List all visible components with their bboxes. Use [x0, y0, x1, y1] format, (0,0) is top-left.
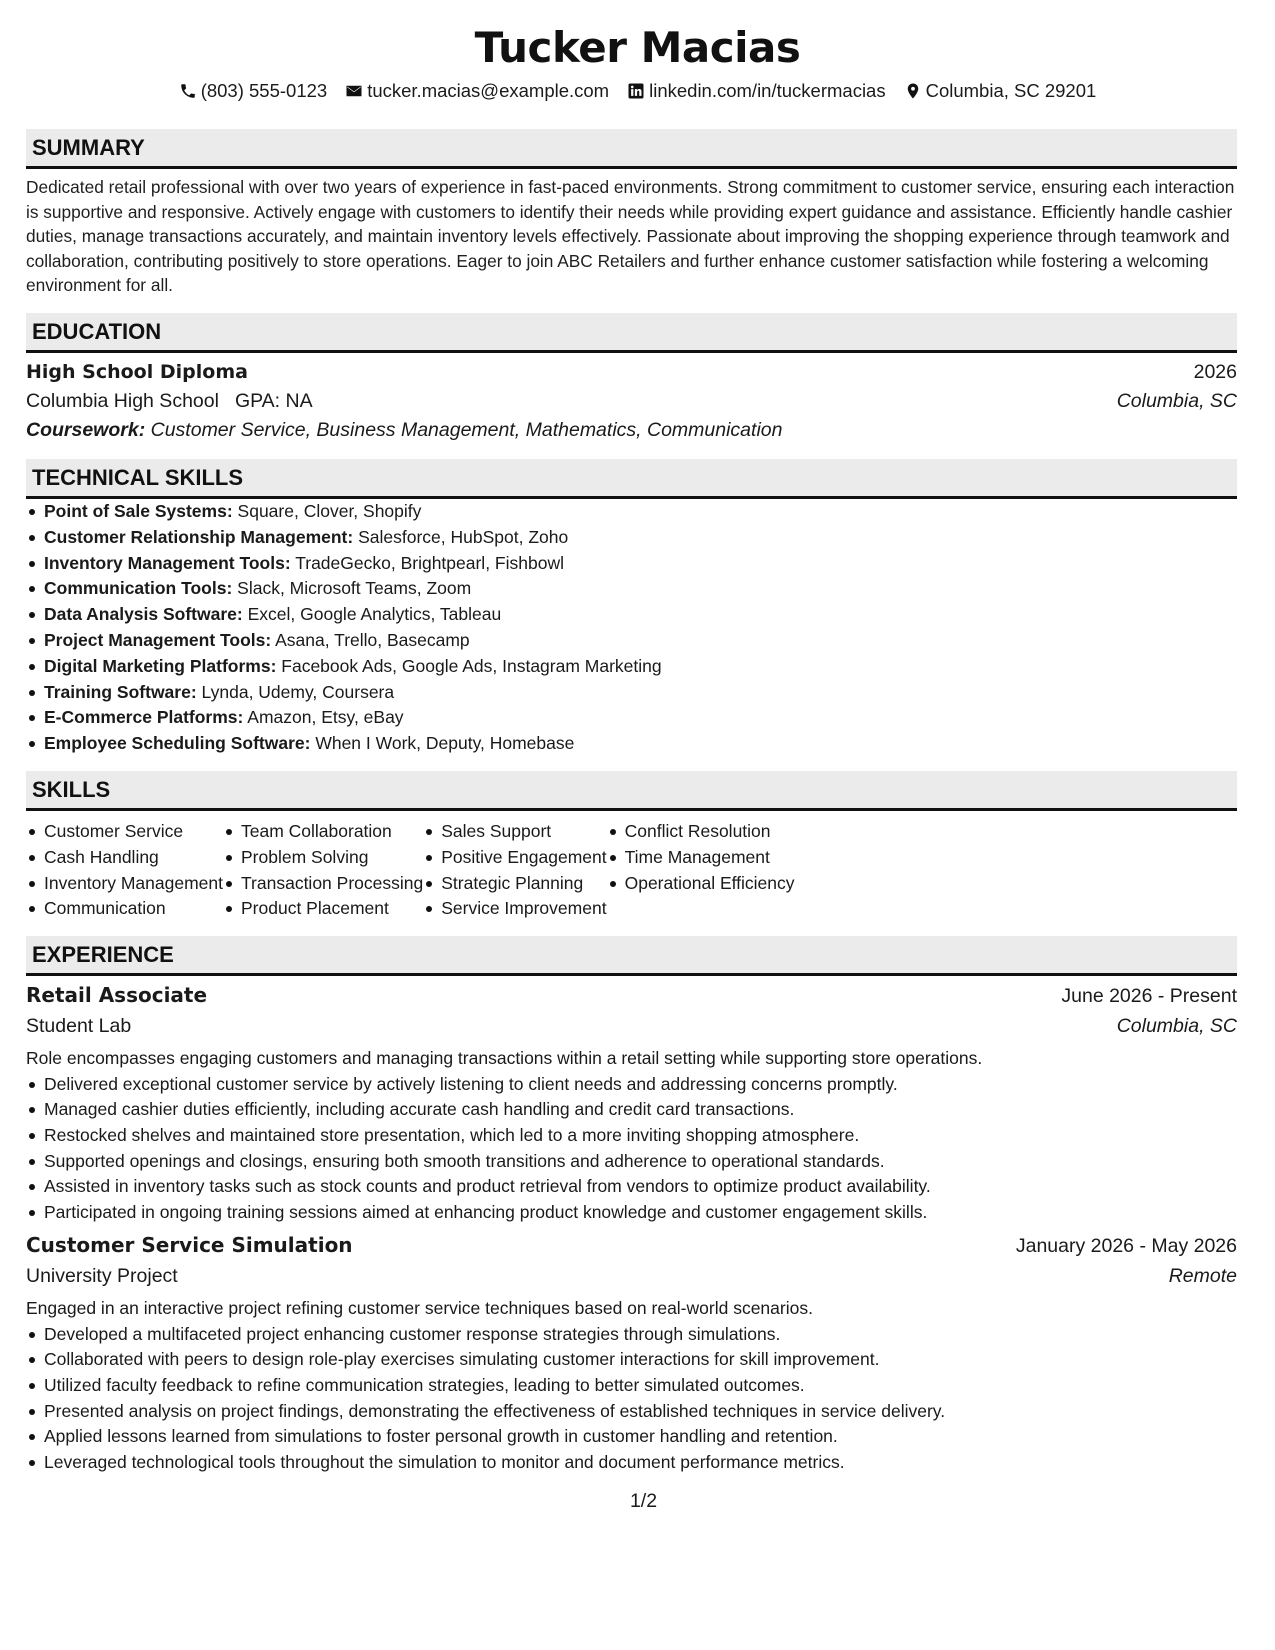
section-heading-experience: EXPERIENCE — [26, 936, 1237, 976]
contact-linkedin[interactable] — [627, 80, 885, 102]
skills-column — [26, 819, 223, 922]
section-heading-skills: SKILLS — [26, 771, 1237, 811]
job-dates: January 2026 - May 2026 — [1015, 1235, 1237, 1258]
coursework — [26, 419, 1237, 442]
list-item: Team Collaboration — [223, 819, 423, 845]
school-name: Columbia High School — [26, 389, 219, 412]
envelope-icon — [345, 82, 363, 100]
contact-bar — [38, 80, 1237, 102]
tech-skill-label: Customer Relationship Management: — [44, 526, 354, 547]
list-item: Developed a multifaceted project enhancing customer response strategies through simulations. — [26, 1322, 1237, 1348]
email-text: tucker.macias@example.com — [367, 80, 610, 101]
job-entry — [26, 1233, 1237, 1475]
map-marker-icon — [904, 82, 922, 100]
list-item: Cash Handling — [26, 845, 223, 871]
list-item: Time Management — [607, 845, 795, 871]
tech-skill-value: Salesforce, HubSpot, Zoho — [358, 526, 569, 547]
list-item — [26, 576, 1237, 602]
tech-skill-label: Data Analysis Software: — [44, 604, 243, 625]
job-subheader — [26, 1015, 1237, 1038]
school-location: Columbia, SC — [1116, 389, 1237, 412]
phone-text: (803) 555-0123 — [200, 80, 328, 101]
graduation-year: 2026 — [1193, 360, 1237, 383]
list-item — [26, 499, 1237, 525]
list-item: Product Placement — [223, 896, 423, 922]
list-item: Assisted in inventory tasks such as stock counts and product retrieval from vendors to optimize product availability. — [26, 1174, 1237, 1200]
contact-email[interactable] — [345, 80, 609, 102]
location-text: Columbia, SC 29201 — [925, 80, 1097, 101]
list-item — [26, 602, 1237, 628]
job-subheader — [26, 1265, 1237, 1288]
list-item — [26, 731, 1237, 757]
list-item: Service Improvement — [423, 896, 606, 922]
contact-phone — [179, 80, 328, 102]
technical-skills-list — [26, 499, 1237, 757]
education-row — [26, 361, 1237, 384]
job-title: Retail Associate — [26, 983, 208, 1008]
tech-skill-label: Employee Scheduling Software: — [44, 733, 311, 754]
list-item: Customer Service — [26, 819, 223, 845]
list-item: Problem Solving — [223, 845, 423, 871]
list-item: Presented analysis on project findings, demonstrating the effectiveness of established techniques in service delivery. — [26, 1399, 1237, 1425]
list-item: Sales Support — [423, 819, 606, 845]
tech-skill-label: Digital Marketing Platforms: — [44, 655, 277, 676]
list-item: Utilized faculty feedback to refine communication strategies, leading to better simulated outcomes. — [26, 1373, 1237, 1399]
skills-grid — [26, 819, 1237, 922]
job-bullet-list — [26, 1072, 1237, 1226]
tech-skill-label: Communication Tools: — [44, 578, 233, 599]
list-item: Transaction Processing — [223, 871, 423, 897]
tech-skill-value: Facebook Ads, Google Ads, Instagram Marketing — [281, 655, 662, 676]
list-item: Operational Efficiency — [607, 871, 795, 897]
list-item: Supported openings and closings, ensuring both smooth transitions and adherence to operational standards. — [26, 1149, 1237, 1175]
school-info — [26, 390, 313, 413]
gpa: GPA: NA — [234, 389, 313, 412]
section-heading-education: EDUCATION — [26, 313, 1237, 353]
tech-skill-label: Point of Sale Systems: — [44, 500, 233, 521]
list-item — [26, 525, 1237, 551]
degree-title: High School Diploma — [26, 360, 248, 383]
tech-skill-label: Project Management Tools: — [44, 629, 272, 650]
list-item: Inventory Management — [26, 871, 223, 897]
job-location: Remote — [1168, 1265, 1237, 1288]
candidate-name: Tucker Macias — [474, 23, 801, 72]
list-item — [26, 628, 1237, 654]
job-header — [26, 1233, 1237, 1258]
list-item: Leveraged technological tools throughout the simulation to monitor and document performance metrics. — [26, 1450, 1237, 1476]
job-description: Role encompasses engaging customers and managing transactions within a retail setting while supporting store operations. — [26, 1048, 983, 1069]
list-item: Participated in ongoing training sessions aimed at enhancing product knowledge and customer engagement skills. — [26, 1200, 1237, 1226]
list-item: Conflict Resolution — [607, 819, 795, 845]
section-heading-summary: SUMMARY — [26, 129, 1237, 169]
skills-column — [223, 819, 423, 922]
list-item: Strategic Planning — [423, 871, 606, 897]
list-item — [26, 705, 1237, 731]
page-number: 1/2 — [629, 1490, 658, 1512]
tech-skill-label: E-Commerce Platforms: — [44, 707, 244, 728]
job-organization: Student Lab — [26, 1015, 132, 1038]
list-item: Communication — [26, 896, 223, 922]
tech-skill-value: Amazon, Etsy, eBay — [247, 707, 404, 728]
job-organization: University Project — [26, 1265, 178, 1288]
school-row — [26, 390, 1237, 413]
job-entry — [26, 983, 1237, 1225]
tech-skill-value: Lynda, Udemy, Coursera — [201, 681, 395, 702]
contact-location — [904, 80, 1097, 102]
tech-skill-value: When I Work, Deputy, Homebase — [315, 733, 575, 754]
tech-skill-value: Asana, Trello, Basecamp — [275, 629, 470, 650]
job-title: Customer Service Simulation — [26, 1233, 353, 1258]
coursework-list: Customer Service, Business Management, Mathematics, Communication — [150, 418, 783, 441]
coursework-label: Coursework: — [26, 418, 146, 441]
tech-skill-value: Slack, Microsoft Teams, Zoom — [237, 578, 472, 599]
job-header — [26, 983, 1237, 1008]
tech-skill-value: TradeGecko, Brightpearl, Fishbowl — [295, 552, 564, 573]
list-item: Positive Engagement — [423, 845, 606, 871]
tech-skill-value: Excel, Google Analytics, Tableau — [247, 604, 502, 625]
list-item: Managed cashier duties efficiently, including accurate cash handling and credit card transactions. — [26, 1097, 1237, 1123]
section-heading-technical-skills: TECHNICAL SKILLS — [26, 459, 1237, 499]
tech-skill-value: Square, Clover, Shopify — [237, 500, 422, 521]
job-location: Columbia, SC — [1116, 1015, 1237, 1038]
list-item — [26, 551, 1237, 577]
linkedin-icon — [627, 82, 645, 100]
list-item — [26, 680, 1237, 706]
list-item: Delivered exceptional customer service by actively listening to client needs and addressing concerns promptly. — [26, 1072, 1237, 1098]
job-dates: June 2026 - Present — [1061, 985, 1237, 1008]
job-description: Engaged in an interactive project refining customer service techniques based on real-world scenarios. — [26, 1298, 813, 1319]
list-item — [26, 654, 1237, 680]
tech-skill-label: Training Software: — [44, 681, 197, 702]
job-bullet-list — [26, 1322, 1237, 1476]
list-item: Restocked shelves and maintained store presentation, which led to a more inviting shopping atmosphere. — [26, 1123, 1237, 1149]
skills-column — [423, 819, 606, 922]
list-item: Applied lessons learned from simulations to foster personal growth in customer handling and retention. — [26, 1424, 1237, 1450]
summary-paragraph: Dedicated retail professional with over two years of experience in fast-paced environments. Strong commitment to customer service, ensuring each interaction is supportive and responsive. Actively engage with customers to identify their needs while providing expert guidance and assistance. Efficiently handle cashier duties, manage transactions accurately, and maintain inventory levels effectively. Passionate about improving the shopping experience through teamwork and collaboration, contributing positively to store operations. Eager to join ABC Retailers and further enhance customer satisfaction while fostering a welcoming environment for all. — [26, 177, 1235, 296]
phone-icon — [179, 82, 197, 100]
skills-column — [607, 819, 795, 922]
linkedin-text: linkedin.com/in/tuckermacias — [649, 80, 886, 101]
tech-skill-label: Inventory Management Tools: — [44, 552, 291, 573]
list-item: Collaborated with peers to design role-play exercises simulating customer interactions for skill improvement. — [26, 1347, 1237, 1373]
